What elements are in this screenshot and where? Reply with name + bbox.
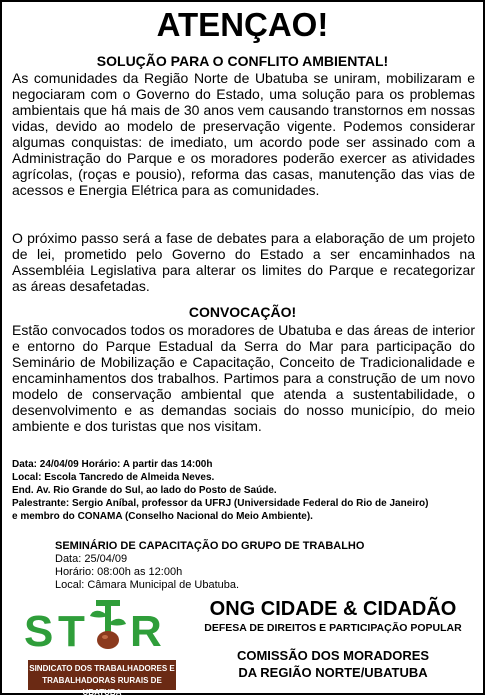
paragraph-intro: As comunidades da Região Norte de Ubatuba se uniram, mobilizaram e negociaram com o Governo do Estado, uma solução para os problemas ambientais que há mais de 30 anos vem causando transtornos em nossas vidas, devido ao modelo de preservação vigente. Podemos considerar algumas conquistas: de imediato, um acordo pode ser assinado com a Administração do Parque e os moradores poderão exercer as atividades agrícolas, (roças e pousio), reforma das casas, manutenção das vias de acessos e Energia Elétrica para as comunidades.	[12, 70, 475, 198]
seminar-location: Local: Câmara Municipal de Ubatuba.	[55, 579, 240, 591]
event-speaker: Palestrante: Sergio Aníbal, professor da UFRJ (Universidade Federal do Rio de Janeiro)	[12, 498, 429, 509]
sttr-logo-text	[28, 663, 176, 699]
seminar-block	[55, 540, 475, 592]
page-title: ATENÇAO!	[156, 6, 329, 43]
svg-text:R: R	[130, 607, 162, 656]
convocation-heading: CONVOCAÇÃO!	[188, 304, 297, 320]
paragraph-next-step: O próximo passo será a fase de debates para a elaboração de um projeto de lei, prometido pelo Governo do Estado a ser encaminhados na Assembléia Legislativa para alterar os limites do Parque e recategorizar as áreas desafetadas.	[12, 230, 475, 294]
event-date-time: Data: 24/04/09 Horário: A partir das 14:00h	[12, 459, 213, 470]
event-speaker-affiliation: e membro do CONAMA (Conselho Nacional do Meio Ambiente).	[12, 511, 313, 522]
commission-block	[188, 647, 478, 681]
ong-name: ONG CIDADE & CIDADÃO	[209, 598, 457, 620]
event-location: Local: Escola Tancredo de Almeida Neves.	[12, 472, 215, 483]
sttr-logo-line2: TRABALHADORAS RURAIS DE UBATUBA	[42, 676, 162, 697]
seminar-date: Data: 25/04/09	[55, 553, 128, 565]
seminar-time: Horário: 08:00h as 12:00h	[55, 566, 183, 578]
commission-line1: COMISSÃO DOS MORADORES	[236, 648, 430, 663]
sttr-logo	[12, 594, 176, 697]
ong-block	[188, 598, 478, 635]
event-address: End. Av. Rio Grande do Sul, ao lado do Posto de Saúde.	[12, 485, 277, 496]
svg-text:T: T	[58, 607, 85, 656]
paragraph-convocation: Estão convocados todos os moradores de Ubatuba e das áreas de interior e entorno do Parque Estadual da Serra do Mar para participação do Seminário de Mobilização e Capacitação, Conceito de Tradicionalidade e encaminhamentos dos trabalhos. Partimos para a construção de um novo modelo de conservação ambiental que atenda a sustentabilidade, o desenvolvimento e as demandas sociais do nosso município, do meio ambiente e dos turistas que nos visitam.	[12, 322, 475, 434]
subtitle: SOLUÇÃO PARA O CONFLITO AMBIENTAL!	[96, 53, 389, 69]
sttr-logo-line1: SINDICATO DOS TRABALHADORES E	[29, 664, 175, 673]
svg-text:S: S	[24, 607, 54, 656]
event-details	[12, 458, 482, 523]
seminar-title: SEMINÁRIO DE CAPACITAÇÃO DO GRUPO DE TRABALHO	[55, 540, 365, 552]
ong-tagline: DEFESA DE DIREITOS E PARTICIPAÇÃO POPULAR	[204, 622, 462, 634]
commission-line2: DA REGIÃO NORTE/UBATUBA	[238, 665, 428, 680]
